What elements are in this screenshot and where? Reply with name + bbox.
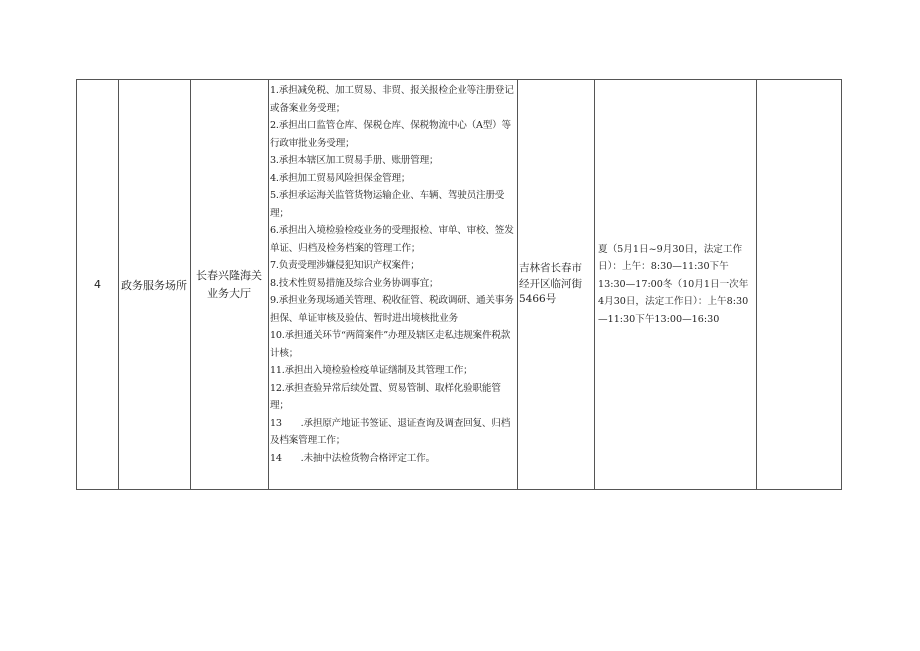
duty-item: 9.承担业务现场通关管理、税收征管、税政调研、通关事务担保、单证审核及验估、暂时进出境核批业务 xyxy=(270,295,514,324)
venue-category: 政务服务场所 xyxy=(121,278,187,292)
column-divider xyxy=(118,80,119,489)
duty-item: 5.承担承运海关监管货物运输企业、车辆、驾驶员注册受理； xyxy=(270,190,505,219)
service-table-row xyxy=(76,79,842,490)
column-divider xyxy=(268,80,269,489)
hall-address: 吉林省长春市经开区临河街5466号 xyxy=(519,262,582,306)
column-divider xyxy=(756,80,757,489)
duty-item: 3.承担本辖区加工贸易手册、账册管理； xyxy=(270,155,439,166)
duty-item: 11.承担出入境检验检疫单证缮制及其管理工作； xyxy=(270,365,473,376)
duty-item: 13 .承担原产地证书签证、退证查询及调查回复、归档及档案管理工作； xyxy=(270,417,511,446)
row-number: 4 xyxy=(94,278,101,291)
duty-item: 6.承担出入境检验检疫业务的受理报检、审单、审校、签发单证、归档及检务档案的管理工作； xyxy=(270,225,514,254)
hall-name: 长春兴隆海关业务大厅 xyxy=(196,268,262,300)
duty-item: 10.承担通关环节“两简案件”办理及辖区走私违规案件税款计核； xyxy=(270,330,511,359)
duty-item: 8.技术性贸易措施及综合业务协调事宜； xyxy=(270,277,439,289)
duty-item: 12.承担查验异常后续处置、贸易管制、取样化验职能管理； xyxy=(270,382,501,411)
duty-item: 4.承担加工贸易风险担保金管理； xyxy=(270,172,411,184)
duties-list xyxy=(268,80,517,489)
column-divider xyxy=(594,80,595,489)
column-divider xyxy=(190,80,191,489)
duty-item: 2.承担出口监管仓库、保税仓库、保税物流中心（A型）等行政审批业务受理； xyxy=(270,120,511,149)
duty-item: 1.承担减免税、加工贸易、非贸、报关报检企业等注册登记或备案业务受理； xyxy=(270,85,514,114)
office-hours: 夏（5月1日~9月30日，法定工作日）：上午：8:30—11:30下午13:30—17:00冬（10月1日一次年4月30日，法定工作日）：上午8:30—11:30下午13:00—16:30 xyxy=(598,243,749,325)
column-divider xyxy=(517,80,518,489)
remarks-cell xyxy=(756,80,841,489)
duty-item: 14 .未抽中法检货物合格评定工作。 xyxy=(270,452,435,464)
duty-item: 7.负责受理涉嫌侵犯知识产权案件； xyxy=(270,260,420,271)
